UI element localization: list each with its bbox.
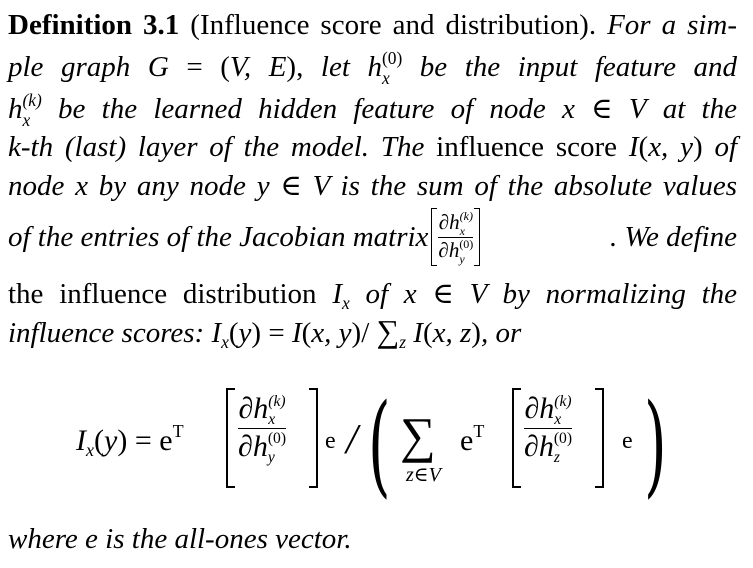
- eq-e-2: e: [622, 428, 633, 454]
- definition-line-5: [8, 169, 737, 203]
- text-span: at the: [662, 93, 737, 125]
- footer-text: where e is the all-ones vector.: [8, 523, 352, 555]
- term-influence-distribution: influence distribution: [59, 278, 317, 310]
- text-span: of: [714, 131, 738, 163]
- eq-divide: /: [346, 417, 358, 463]
- text-span: ple graph: [8, 51, 131, 83]
- definition-line-4: [8, 130, 737, 164]
- text-span: let: [320, 51, 350, 83]
- text-span: of the entries of the Jacobian matrix: [8, 221, 429, 253]
- definition-text: For a sim-: [607, 9, 738, 41]
- definition-label: Definition 3.1: [8, 9, 180, 41]
- text-span: be the learned hidden feature of node: [58, 93, 546, 125]
- eq-left-paren: (: [368, 380, 391, 510]
- definition-line-8: [8, 315, 521, 353]
- math-h0x: h (0) x: [367, 47, 403, 89]
- text-span: be the input feature and: [419, 51, 738, 83]
- text-span: , or: [480, 317, 522, 349]
- math-graph: G: [147, 51, 169, 83]
- definition-line-1: [8, 8, 737, 42]
- text-span: the: [8, 278, 44, 310]
- text-span: k-th (last) layer of the model. The: [8, 131, 425, 163]
- text-span: node x by any node y ∈ V is the sum of the absolute values: [8, 170, 737, 202]
- eq-jacobian-matrix-1: ∂h (k) x ∂h (0) y: [226, 388, 318, 488]
- definition-line-2: ple graph G = (V, E), let h (0) x be the input feature and: [8, 47, 738, 89]
- inline-jacobian-matrix: ∂h (k) x ∂h (0) y: [431, 208, 480, 266]
- math-normalization: $I_x(y) = I(x$, y)/ $\sum_z$ I(x, z): [211, 314, 481, 353]
- eq-jacobian-matrix-2: ∂h (k) x ∂h (0) z: [512, 388, 604, 488]
- eq-right-paren: ): [644, 380, 667, 510]
- math-Ixy: I(x, y): [628, 131, 703, 163]
- footer-note: [8, 522, 352, 556]
- text-span: . We define: [610, 221, 737, 253]
- eq-eT: $e^T$: [460, 420, 485, 457]
- term-influence-score: influence score: [436, 131, 618, 163]
- eq-e: e: [325, 428, 336, 454]
- definition-title: (Influence score and distribution).: [190, 9, 597, 41]
- definition-line-6: [8, 205, 737, 269]
- text-span: influence scores:: [8, 317, 205, 349]
- math-hkx: h (k) x: [8, 89, 42, 131]
- text-span: of x ∈ V by normalizing the: [365, 278, 738, 310]
- definition-line-7: the influence distribution $I_x$ of x ∈ V by normalizing the: [8, 278, 738, 314]
- eq-lhs: $I_x(y) = e^T$: [76, 420, 184, 461]
- definition-line-3: h (k) x be the learned hidden feature of node x ∈ V at the: [8, 89, 737, 131]
- eq-sum: ∑: [400, 407, 436, 463]
- eq-sum-subscript: z∈V: [406, 464, 441, 486]
